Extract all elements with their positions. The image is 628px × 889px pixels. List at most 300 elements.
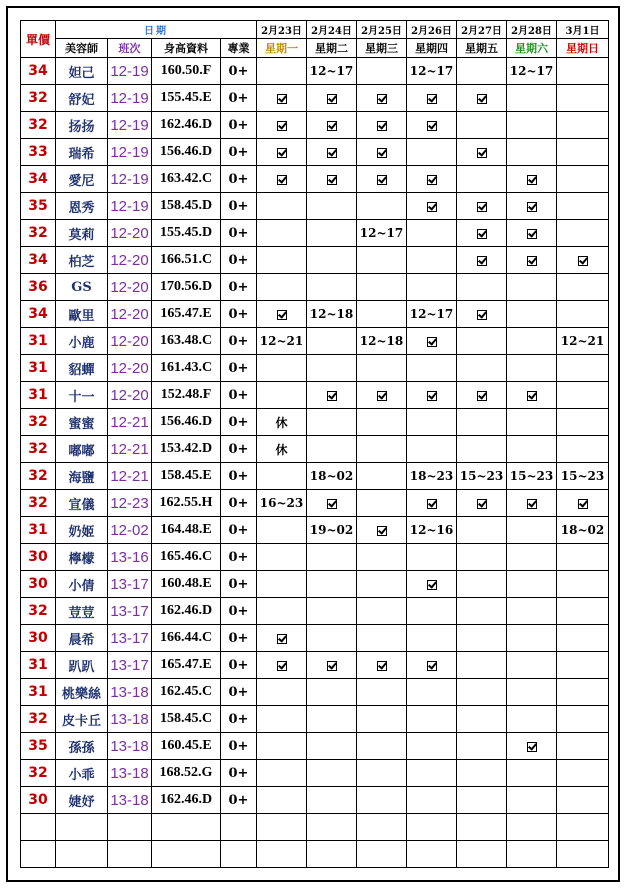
empty-day-cell — [557, 382, 609, 409]
empty-day-cell — [457, 328, 507, 355]
checkbox-checked-icon — [327, 121, 337, 131]
empty-day-cell — [507, 571, 557, 598]
shift-cell: 12-21 — [108, 409, 152, 436]
checkbox-checked-icon — [277, 310, 287, 320]
height-data-cell: 153.42.D — [152, 436, 221, 463]
checked-day-cell — [457, 490, 507, 517]
checkbox-checked-icon — [427, 202, 437, 212]
height-data-cell: 164.48.E — [152, 517, 221, 544]
height-data-cell: 166.51.C — [152, 247, 221, 274]
empty-day-cell — [507, 436, 557, 463]
checkbox-checked-icon — [527, 175, 537, 185]
checkbox-checked-icon — [327, 499, 337, 509]
checked-day-cell — [457, 382, 507, 409]
header-row-labels — [21, 39, 609, 58]
empty-day-cell — [307, 679, 357, 706]
empty-day-cell — [457, 517, 507, 544]
pro-cell: 0+ — [221, 517, 257, 544]
empty-day-cell — [257, 733, 307, 760]
schedule-time-cell: 12~21 — [557, 328, 609, 355]
empty-cell — [56, 814, 108, 841]
checkbox-checked-icon — [477, 94, 487, 104]
checked-day-cell — [407, 571, 457, 598]
empty-day-cell — [557, 409, 609, 436]
checkbox-checked-icon — [427, 94, 437, 104]
empty-day-cell — [357, 301, 407, 328]
beautician-name: 桃樂絲 — [56, 679, 108, 706]
empty-cell — [221, 814, 257, 841]
shift-cell: 12-02 — [108, 517, 152, 544]
price-cell: 32 — [21, 85, 56, 112]
empty-day-cell — [407, 436, 457, 463]
checkbox-checked-icon — [527, 256, 537, 266]
beautician-name: 奶姬 — [56, 517, 108, 544]
checked-day-cell — [407, 490, 457, 517]
weekday-col-1: 星期一 — [257, 39, 307, 58]
shift-header: 班次 — [108, 39, 152, 58]
beautician-name: 皮卡丘 — [56, 706, 108, 733]
empty-day-cell — [307, 625, 357, 652]
height-data-cell: 155.45.D — [152, 220, 221, 247]
empty-day-cell — [457, 652, 507, 679]
table-row — [21, 409, 609, 436]
checked-day-cell — [257, 625, 307, 652]
empty-day-cell — [357, 571, 407, 598]
weekday-col-4: 星期四 — [407, 39, 457, 58]
checkbox-checked-icon — [427, 661, 437, 671]
shift-cell: 12-19 — [108, 139, 152, 166]
checkbox-checked-icon — [377, 94, 387, 104]
shift-cell: 12-19 — [108, 58, 152, 85]
empty-day-cell — [557, 355, 609, 382]
pro-cell: 0+ — [221, 85, 257, 112]
empty-day-cell — [257, 355, 307, 382]
empty-day-cell — [507, 274, 557, 301]
table-row — [21, 328, 609, 355]
beautician-name: 歐里 — [56, 301, 108, 328]
table-row — [21, 760, 609, 787]
empty-day-cell — [307, 193, 357, 220]
empty-day-cell — [307, 571, 357, 598]
shift-cell: 12-19 — [108, 166, 152, 193]
checked-day-cell — [357, 517, 407, 544]
price-cell: 34 — [21, 301, 56, 328]
empty-day-cell — [357, 598, 407, 625]
checked-day-cell — [357, 112, 407, 139]
empty-day-cell — [307, 328, 357, 355]
shift-cell: 13-17 — [108, 571, 152, 598]
price-cell: 31 — [21, 328, 56, 355]
table-row — [21, 355, 609, 382]
shift-cell: 13-16 — [108, 544, 152, 571]
beautician-name: 小鹿 — [56, 328, 108, 355]
checkbox-checked-icon — [477, 229, 487, 239]
price-cell: 31 — [21, 679, 56, 706]
empty-cell — [152, 841, 221, 868]
empty-day-cell — [507, 679, 557, 706]
shift-cell: 13-17 — [108, 598, 152, 625]
schedule-time-cell: 18~23 — [407, 463, 457, 490]
checkbox-checked-icon — [327, 148, 337, 158]
empty-day-cell — [557, 139, 609, 166]
checkbox-checked-icon — [277, 175, 287, 185]
beautician-name: 婕妤 — [56, 787, 108, 814]
height-data-cell: 165.46.C — [152, 544, 221, 571]
pro-cell: 0+ — [221, 220, 257, 247]
price-cell: 32 — [21, 598, 56, 625]
empty-cell — [357, 841, 407, 868]
price-cell: 33 — [21, 139, 56, 166]
checkbox-checked-icon — [327, 661, 337, 671]
checked-day-cell — [457, 301, 507, 328]
pro-cell: 0+ — [221, 328, 257, 355]
shift-cell: 12-19 — [108, 193, 152, 220]
beautician-name: 莫莉 — [56, 220, 108, 247]
empty-day-cell — [307, 733, 357, 760]
checkbox-checked-icon — [477, 391, 487, 401]
pro-cell: 0+ — [221, 787, 257, 814]
empty-day-cell — [507, 112, 557, 139]
checked-day-cell — [407, 382, 457, 409]
shift-cell: 12-20 — [108, 382, 152, 409]
beautician-header: 美容師 — [56, 39, 108, 58]
empty-day-cell — [407, 355, 457, 382]
schedule-time-cell: 19~02 — [307, 517, 357, 544]
shift-cell: 12-19 — [108, 112, 152, 139]
checkbox-checked-icon — [427, 391, 437, 401]
checked-day-cell — [307, 85, 357, 112]
table-row — [21, 598, 609, 625]
empty-day-cell — [307, 544, 357, 571]
schedule-time-cell: 12~18 — [307, 301, 357, 328]
empty-day-cell — [557, 544, 609, 571]
table-row — [21, 652, 609, 679]
empty-day-cell — [357, 436, 407, 463]
empty-day-cell — [507, 139, 557, 166]
empty-day-cell — [257, 787, 307, 814]
empty-day-cell — [457, 166, 507, 193]
beautician-name: 舒妃 — [56, 85, 108, 112]
empty-day-cell — [507, 625, 557, 652]
checked-day-cell — [507, 733, 557, 760]
checkbox-checked-icon — [277, 661, 287, 671]
empty-day-cell — [257, 679, 307, 706]
beautician-name: 孫孫 — [56, 733, 108, 760]
price-cell: 31 — [21, 652, 56, 679]
date-col-4: 2月26日 — [407, 21, 457, 39]
empty-day-cell — [257, 247, 307, 274]
shift-cell: 12-23 — [108, 490, 152, 517]
schedule-time-cell: 18~02 — [307, 463, 357, 490]
checked-day-cell — [257, 139, 307, 166]
empty-day-cell — [557, 652, 609, 679]
empty-day-cell — [357, 355, 407, 382]
checked-day-cell — [357, 166, 407, 193]
empty-cell — [557, 814, 609, 841]
table-row — [21, 517, 609, 544]
checkbox-checked-icon — [277, 148, 287, 158]
empty-day-cell — [307, 706, 357, 733]
empty-day-cell — [557, 706, 609, 733]
table-row — [21, 166, 609, 193]
height-data-cell: 161.43.C — [152, 355, 221, 382]
checkbox-checked-icon — [527, 202, 537, 212]
empty-day-cell — [407, 220, 457, 247]
price-cell: 35 — [21, 193, 56, 220]
pro-cell: 0+ — [221, 571, 257, 598]
pro-cell: 0+ — [221, 274, 257, 301]
empty-day-cell — [257, 193, 307, 220]
shift-cell: 12-19 — [108, 85, 152, 112]
empty-cell — [108, 814, 152, 841]
schedule-time-cell: 12~18 — [357, 328, 407, 355]
weekday-col-2: 星期二 — [307, 39, 357, 58]
price-cell: 31 — [21, 382, 56, 409]
shift-cell: 12-20 — [108, 328, 152, 355]
empty-day-cell — [557, 679, 609, 706]
schedule-table — [20, 20, 609, 868]
schedule-time-cell: 12~17 — [407, 58, 457, 85]
date-col-1: 2月23日 — [257, 21, 307, 39]
empty-day-cell — [257, 274, 307, 301]
checked-day-cell — [557, 490, 609, 517]
empty-day-cell — [557, 787, 609, 814]
beautician-name: 嘟嘟 — [56, 436, 108, 463]
price-cell: 32 — [21, 220, 56, 247]
empty-day-cell — [357, 706, 407, 733]
price-cell: 36 — [21, 274, 56, 301]
date-col-6: 2月28日 — [507, 21, 557, 39]
empty-day-cell — [357, 733, 407, 760]
checked-day-cell — [357, 85, 407, 112]
checked-day-cell — [307, 139, 357, 166]
table-row — [21, 274, 609, 301]
shift-cell: 12-20 — [108, 247, 152, 274]
empty-cell — [507, 814, 557, 841]
beautician-name: 宣儀 — [56, 490, 108, 517]
schedule-time-cell: 15~23 — [507, 463, 557, 490]
checkbox-checked-icon — [477, 256, 487, 266]
table-row — [21, 247, 609, 274]
empty-day-cell — [507, 760, 557, 787]
pro-cell: 0+ — [221, 166, 257, 193]
checked-day-cell — [307, 490, 357, 517]
empty-cell — [557, 841, 609, 868]
pro-cell: 0+ — [221, 301, 257, 328]
shift-cell: 13-17 — [108, 625, 152, 652]
pro-cell: 0+ — [221, 58, 257, 85]
schedule-time-cell: 12~21 — [257, 328, 307, 355]
price-cell: 32 — [21, 490, 56, 517]
height-data-cell: 158.45.D — [152, 193, 221, 220]
schedule-time-cell: 12~17 — [407, 301, 457, 328]
shift-cell: 13-18 — [108, 706, 152, 733]
pro-cell: 0+ — [221, 706, 257, 733]
shift-cell: 12-21 — [108, 436, 152, 463]
empty-day-cell — [557, 571, 609, 598]
empty-day-cell — [457, 409, 507, 436]
date-col-5: 2月27日 — [457, 21, 507, 39]
beautician-name: GS — [56, 274, 108, 301]
empty-day-cell — [307, 274, 357, 301]
checkbox-checked-icon — [477, 499, 487, 509]
date-col-2: 2月24日 — [307, 21, 357, 39]
empty-day-cell — [357, 463, 407, 490]
table-row — [21, 490, 609, 517]
empty-day-cell — [257, 58, 307, 85]
checked-day-cell — [507, 166, 557, 193]
height-data-cell: 156.46.D — [152, 409, 221, 436]
checkbox-checked-icon — [427, 337, 437, 347]
empty-day-cell — [557, 85, 609, 112]
empty-day-cell — [557, 274, 609, 301]
empty-day-cell — [307, 760, 357, 787]
shift-cell: 12-20 — [108, 220, 152, 247]
checkbox-checked-icon — [427, 580, 437, 590]
empty-day-cell — [457, 355, 507, 382]
empty-cell — [257, 841, 307, 868]
empty-day-cell — [457, 598, 507, 625]
checkbox-checked-icon — [377, 391, 387, 401]
schedule-time-cell: 12~16 — [407, 517, 457, 544]
empty-cell — [407, 814, 457, 841]
height-data-cell: 165.47.E — [152, 652, 221, 679]
table-row — [21, 112, 609, 139]
date-header: 日期 — [56, 21, 257, 39]
blank-row — [21, 841, 609, 868]
empty-cell — [357, 814, 407, 841]
date-col-7: 3月1日 — [557, 21, 609, 39]
empty-day-cell — [557, 625, 609, 652]
empty-day-cell — [257, 463, 307, 490]
shift-cell: 12-21 — [108, 463, 152, 490]
empty-day-cell — [457, 706, 507, 733]
pro-cell: 0+ — [221, 652, 257, 679]
empty-day-cell — [407, 598, 457, 625]
height-data-cell: 162.46.D — [152, 598, 221, 625]
pro-cell: 0+ — [221, 436, 257, 463]
pro-cell: 0+ — [221, 355, 257, 382]
price-cell: 32 — [21, 760, 56, 787]
beautician-name: 晨希 — [56, 625, 108, 652]
checked-day-cell — [307, 382, 357, 409]
empty-day-cell — [357, 193, 407, 220]
height-data-cell: 160.45.E — [152, 733, 221, 760]
empty-day-cell — [257, 760, 307, 787]
shift-cell: 13-18 — [108, 733, 152, 760]
shift-cell: 12-20 — [108, 301, 152, 328]
checked-day-cell — [457, 247, 507, 274]
checkbox-checked-icon — [327, 391, 337, 401]
beautician-name: 恩秀 — [56, 193, 108, 220]
empty-day-cell — [357, 274, 407, 301]
empty-day-cell — [457, 274, 507, 301]
empty-cell — [21, 814, 56, 841]
price-cell: 32 — [21, 409, 56, 436]
empty-day-cell — [507, 787, 557, 814]
checkbox-checked-icon — [477, 148, 487, 158]
checkbox-checked-icon — [477, 310, 487, 320]
pro-cell: 0+ — [221, 382, 257, 409]
empty-day-cell — [557, 112, 609, 139]
price-header: 單價 — [21, 21, 56, 58]
empty-day-cell — [407, 625, 457, 652]
checkbox-checked-icon — [377, 526, 387, 536]
checkbox-checked-icon — [578, 499, 588, 509]
checked-day-cell — [257, 301, 307, 328]
price-cell: 31 — [21, 355, 56, 382]
empty-day-cell — [407, 139, 457, 166]
shift-cell: 12-20 — [108, 355, 152, 382]
empty-day-cell — [457, 58, 507, 85]
empty-day-cell — [307, 409, 357, 436]
checked-day-cell — [407, 112, 457, 139]
checked-day-cell — [357, 139, 407, 166]
checked-day-cell — [257, 652, 307, 679]
beautician-name: 扬扬 — [56, 112, 108, 139]
shift-cell: 13-18 — [108, 679, 152, 706]
height-data-cell: 163.48.C — [152, 328, 221, 355]
pro-cell: 0+ — [221, 760, 257, 787]
empty-day-cell — [557, 301, 609, 328]
price-cell: 31 — [21, 517, 56, 544]
table-row — [21, 58, 609, 85]
checkbox-checked-icon — [578, 256, 588, 266]
beautician-name: 檸檬 — [56, 544, 108, 571]
table-row — [21, 625, 609, 652]
empty-day-cell — [407, 787, 457, 814]
checkbox-checked-icon — [377, 175, 387, 185]
empty-day-cell — [257, 598, 307, 625]
empty-day-cell — [257, 706, 307, 733]
pro-cell: 0+ — [221, 544, 257, 571]
checkbox-checked-icon — [427, 175, 437, 185]
weekday-col-6: 星期六 — [507, 39, 557, 58]
empty-cell — [221, 841, 257, 868]
empty-day-cell — [257, 571, 307, 598]
pro-cell: 0+ — [221, 679, 257, 706]
table-row — [21, 139, 609, 166]
schedule-body — [21, 58, 609, 868]
empty-cell — [21, 841, 56, 868]
price-cell: 30 — [21, 544, 56, 571]
empty-day-cell — [307, 436, 357, 463]
height-data-cell: 168.52.G — [152, 760, 221, 787]
empty-day-cell — [507, 328, 557, 355]
table-row — [21, 85, 609, 112]
empty-cell — [307, 814, 357, 841]
price-cell: 32 — [21, 436, 56, 463]
empty-day-cell — [407, 409, 457, 436]
shift-cell: 13-17 — [108, 652, 152, 679]
empty-day-cell — [357, 409, 407, 436]
checked-day-cell — [407, 328, 457, 355]
schedule-time-cell: 16~23 — [257, 490, 307, 517]
checkbox-checked-icon — [377, 661, 387, 671]
empty-day-cell — [457, 544, 507, 571]
table-row — [21, 193, 609, 220]
checkbox-checked-icon — [277, 121, 287, 131]
blank-row — [21, 814, 609, 841]
checkbox-checked-icon — [527, 499, 537, 509]
empty-day-cell — [457, 571, 507, 598]
empty-day-cell — [307, 598, 357, 625]
checked-day-cell — [257, 112, 307, 139]
pro-cell: 0+ — [221, 193, 257, 220]
height-data-cell: 158.45.C — [152, 706, 221, 733]
beautician-name: 荳荳 — [56, 598, 108, 625]
weekday-col-3: 星期三 — [357, 39, 407, 58]
